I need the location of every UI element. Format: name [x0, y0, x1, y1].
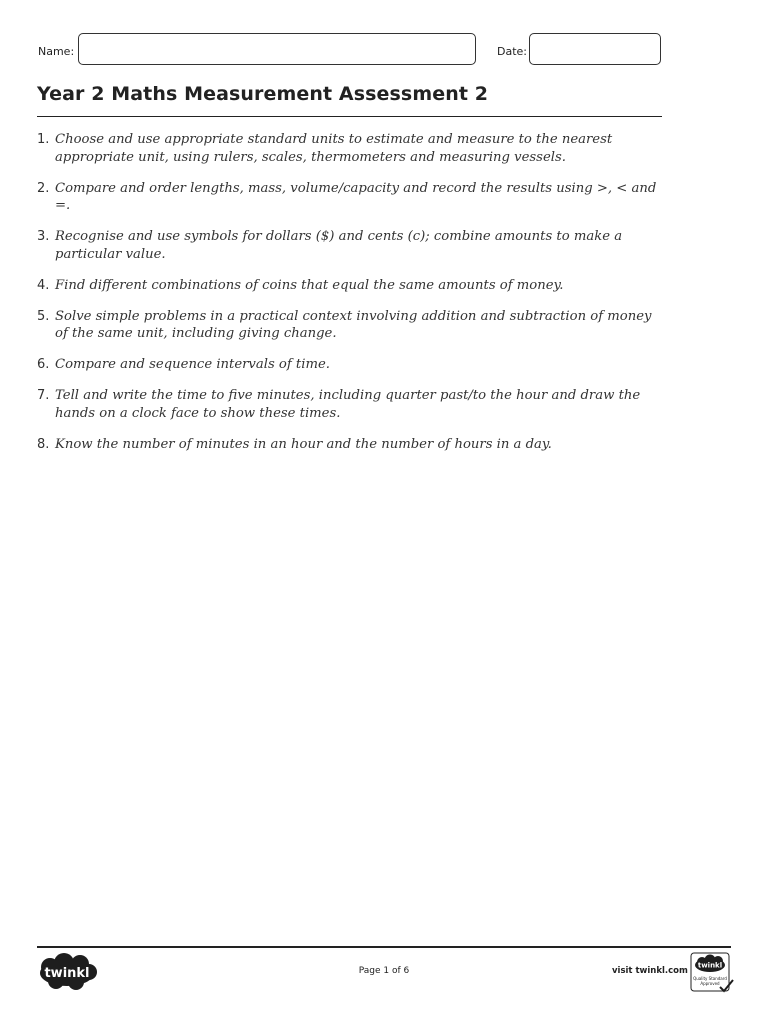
name-input[interactable]	[78, 33, 476, 65]
list-item	[37, 436, 667, 454]
item-number: 8.	[37, 436, 50, 452]
item-text: Compare and sequence intervals of time.	[55, 357, 330, 372]
item-number: 1.	[37, 132, 50, 147]
item-text: Choose and use appropriate standard units to estimate and measure to the nearest appropriate unit, using rulers, scales, thermometers and measuring vessels.	[55, 132, 613, 165]
item-text: Compare and order lengths, mass, volume/capacity and record the results using >, < and =.	[55, 180, 657, 213]
list-item	[37, 387, 667, 422]
date-label: Date:	[497, 45, 527, 58]
date-input[interactable]	[529, 33, 661, 65]
list-item	[37, 356, 667, 374]
badge-line-2: Approved	[700, 981, 720, 986]
item-number: 6.	[37, 357, 50, 372]
item-text: Solve simple problems in a practical context involving addition and subtraction of money of the same unit, including giving change.	[55, 308, 652, 341]
title-divider	[37, 116, 662, 117]
item-number: 7.	[37, 388, 50, 403]
badge-logo-text: twinkl	[697, 961, 723, 970]
list-item	[37, 308, 667, 343]
page-title: Year 2 Maths Measurement Assessment 2	[37, 83, 489, 105]
item-number: 3.	[37, 229, 50, 244]
list-item	[37, 228, 667, 263]
item-number: 4.	[37, 277, 50, 293]
item-text: Recognise and use symbols for dollars ($) and cents (c); combine amounts to make a particular value.	[55, 229, 623, 262]
logo-text: twinkl	[44, 966, 90, 981]
list-item	[37, 277, 667, 295]
list-item	[37, 131, 667, 166]
item-text: Know the number of minutes in an hour and the number of hours in a day.	[55, 436, 552, 452]
objectives-list	[37, 131, 667, 467]
list-item	[37, 180, 667, 215]
item-text: Find different combinations of coins that equal the same amounts of money.	[55, 277, 564, 293]
badge-line-1: Quality Standard	[693, 976, 727, 981]
item-number: 5.	[37, 308, 50, 324]
page-number: Page 1 of 6	[358, 966, 410, 976]
website-link[interactable]: visit twinkl.com	[612, 966, 688, 976]
item-text: Tell and write the time to five minutes, including quarter past/to the hour and draw the hands on a clock face to show these times.	[55, 388, 641, 421]
name-label: Name:	[38, 45, 75, 58]
footer-divider	[37, 946, 731, 948]
item-number: 2.	[37, 180, 50, 196]
quality-badge	[690, 952, 734, 994]
